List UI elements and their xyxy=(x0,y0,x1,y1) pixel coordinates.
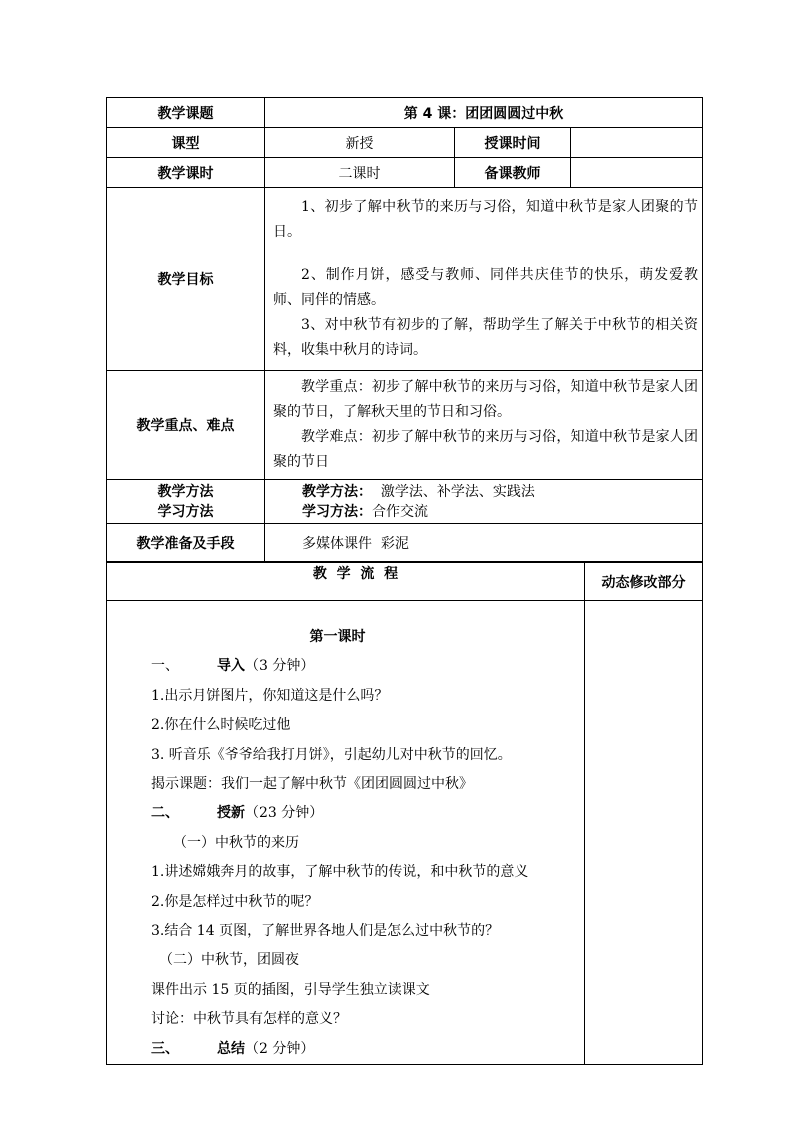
prep-value: 多媒体课件 彩泥 xyxy=(265,524,703,562)
hours-value: 二课时 xyxy=(265,158,455,188)
methods-content xyxy=(265,480,703,524)
flow-line: 1.讲述嫦娥奔月的故事，了解中秋节的传说，和中秋节的意义 xyxy=(151,864,529,881)
subject-label: 教学课题 xyxy=(107,98,265,128)
learn-method-label: 学习方法 xyxy=(157,503,214,520)
keypoints-content xyxy=(265,371,703,480)
flow-line: 2.你是怎样过中秋节的呢？ xyxy=(151,893,319,910)
teach-method-key: 教学方法： xyxy=(302,483,372,500)
dynamic-edit-area xyxy=(585,601,703,1065)
section-time: （3 分钟） xyxy=(245,658,315,675)
learn-method-value: 合作交流 xyxy=(372,503,428,520)
hours-label: 教学课时 xyxy=(107,158,265,188)
teach-method-label: 教学方法 xyxy=(157,483,214,500)
prep-label: 教学准备及手段 xyxy=(107,524,265,562)
section-heading xyxy=(115,1035,584,1064)
flow-line: （一）中秋节的来历 xyxy=(173,834,299,851)
keypoint-item: 教学难点：初步了解中秋节的来历与习俗，知道中秋节是家人团聚的节日 xyxy=(273,429,698,470)
flow-line: 课件出示 15 页的插图，引导学生独立读课文 xyxy=(151,981,430,998)
goal-item: 3、对中秋节有初步的了解，帮助学生了解关于中秋节的相关资料，收集中秋月的诗词。 xyxy=(273,317,698,358)
methods-label xyxy=(107,480,265,524)
flow-line: 3. 听音乐《爷爷给我打月饼》，引起幼儿对中秋节的回忆。 xyxy=(151,746,512,763)
time-label: 授课时间 xyxy=(455,128,571,158)
section-number: 三、 xyxy=(151,1040,179,1057)
type-value: 新授 xyxy=(265,128,455,158)
flow-content xyxy=(107,601,585,1065)
flow-title xyxy=(107,563,585,601)
teaching-flow-table xyxy=(106,562,703,1065)
flow-line: 讨论：中秋节具有怎样的意义？ xyxy=(151,1011,347,1028)
section-heading xyxy=(115,652,584,681)
keypoints-label: 教学重点、难点 xyxy=(107,371,265,480)
goals-label: 教学目标 xyxy=(107,188,265,371)
section-title: 总结 xyxy=(217,1040,245,1057)
goal-item: 2、制作月饼，感受与教师、同伴共庆佳节的快乐，萌发爱教师、同伴的情感。 xyxy=(273,267,698,308)
teach-method-value: 激学法、补学法、实践法 xyxy=(380,483,535,500)
teacher-label: 备课教师 xyxy=(455,158,571,188)
flow-line: 揭示课题：我们一起了解中秋节《团团圆圆过中秋》 xyxy=(151,776,473,793)
keypoint-item: 教学重点：初步了解中秋节的来历与习俗，知道中秋节是家人团聚的节日，了解秋天里的节日和习俗。 xyxy=(273,379,698,420)
learn-method-key: 学习方法： xyxy=(302,503,372,520)
goal-item: 1、初步了解中秋节的来历与习俗，知道中秋节是家人团聚的节日。 xyxy=(273,199,698,240)
flow-line: 1.出示月饼图片，你知道这是什么吗？ xyxy=(151,687,389,704)
lesson-info-table xyxy=(106,97,703,562)
lesson-title: 第一课时 xyxy=(309,629,366,645)
section-number: 一、 xyxy=(151,658,179,675)
goals-content xyxy=(265,188,703,371)
section-time: （23 分钟） xyxy=(245,805,324,822)
subject-value: 第 4 课：团团圆圆过中秋 xyxy=(265,98,703,128)
teacher-value xyxy=(571,158,703,188)
dynamic-edit-title: 动态修改部分 xyxy=(585,563,703,601)
section-title: 导入 xyxy=(217,658,245,675)
time-value xyxy=(571,128,703,158)
flow-line: （二）中秋节，团圆夜 xyxy=(159,952,299,969)
section-heading xyxy=(115,799,584,828)
type-label: 课型 xyxy=(107,128,265,158)
flow-line: 3.结合 14 页图，了解世界各地人们是怎么过中秋节的？ xyxy=(151,923,500,940)
section-number: 二、 xyxy=(151,805,179,822)
section-title: 授新 xyxy=(217,805,245,822)
flow-line: 2.你在什么时候吃过他 xyxy=(151,717,291,734)
section-time: （2 分钟） xyxy=(245,1040,315,1057)
flow-title-text: 教 学 流 程 xyxy=(312,566,399,582)
